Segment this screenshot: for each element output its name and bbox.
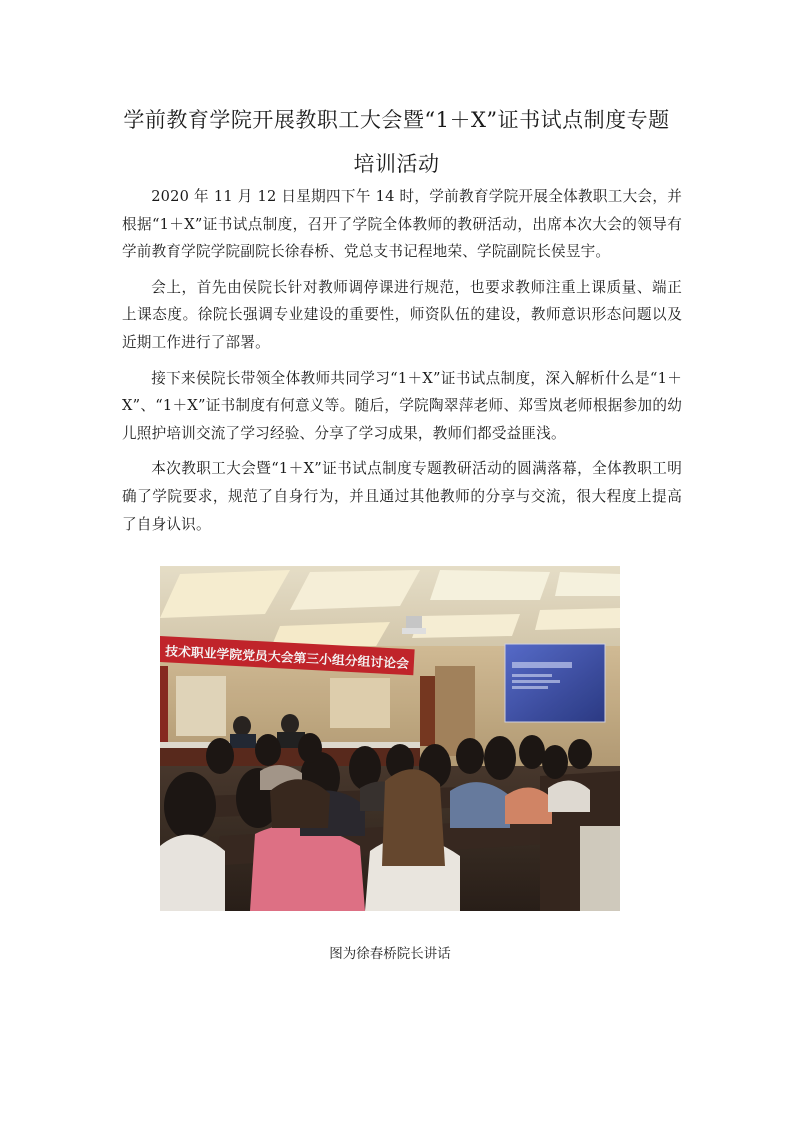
- article-title-line-2: 培训活动: [353, 152, 440, 176]
- paragraph-3: 接下来侯院长带领全体教师共同学习“1＋X”证书试点制度，深入解析什么是“1＋X”、“1＋X”证书制度有何意义等。随后，学院陶翠萍老师、郑雪岚老师根据参加的幼儿照护培训交流了学习经验、分享了学习成果，教师们都受益匪浅。: [122, 369, 682, 442]
- paragraph-2: 会上，首先由侯院长针对教师调停课进行规范，也要求教师注重上课质量、端正上课态度。徐院长强调专业建设的重要性，师资队伍的建设，教师意识形态问题以及近期工作进行了部署。: [122, 278, 682, 351]
- article-title-line-1: 学前教育学院开展教职工大会暨“1＋X”证书试点制度专题: [123, 108, 670, 132]
- article-body: [122, 183, 682, 546]
- meeting-photo-illustration: [160, 566, 620, 911]
- meeting-photo: [160, 566, 620, 911]
- photo-caption: 图为徐春桥院长讲话: [329, 946, 451, 962]
- paragraph-4: 本次教职工大会暨“1＋X”证书试点制度专题教研活动的圆满落幕，全体教职工明确了学院要求，规范了自身行为，并且通过其他教师的分享与交流，很大程度上提高了自身认识。: [122, 460, 682, 533]
- banner-text: 技术职业学院党员大会第三小组分组讨论会: [164, 643, 403, 671]
- paragraph-1: 2020 年 11 月 12 日星期四下午 14 时，学前教育学院开展全体教职工大会，并根据“1＋X”证书试点制度，召开了学院全体教师的教研活动，出席本次大会的领导有学前教育学院学院副院长徐春桥、党总支书记程地荣、学院副院长侯昱宇。: [122, 188, 682, 261]
